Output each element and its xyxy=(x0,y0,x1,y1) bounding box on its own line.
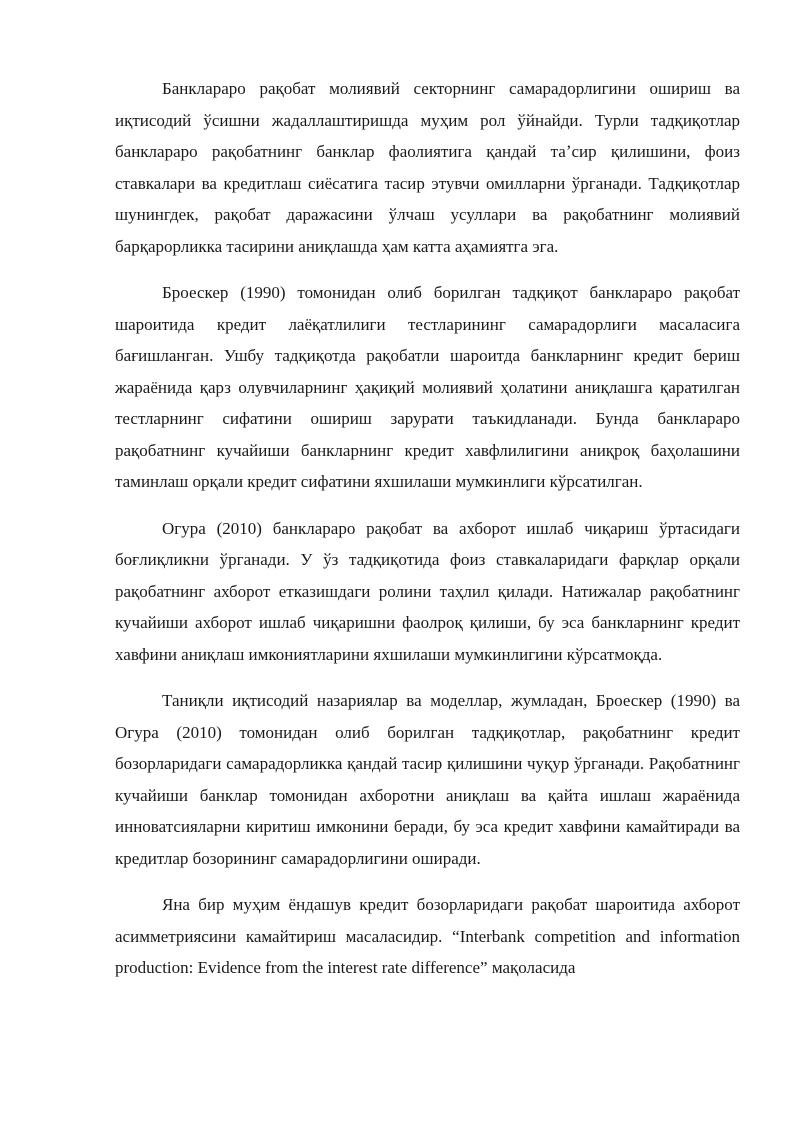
paragraph-interbank-competition-role: Банклараро рақобат молиявий секторнинг самарадорлигини ошириш ва иқтисодий ўсишни жадаллаштиришда муҳим рол ўйнайди. Турли тадқиқотлар банклараро рақобатнинг банклар фаолиятига қандай таʼсир қилишини, фоиз ставкалари ва кредитлаш сиёсатига тасир этувчи омилларни ўрганади. Тадқиқотлар шунингдек, рақобат даражасини ўлчаш усуллари ва рақобатнинг молиявий барқарорликка тасирини аниқлашда ҳам катта аҳамиятга эга. xyxy=(115,79,740,256)
paragraph-economic-theories: Таниқли иқтисодий назариялар ва моделлар, жумладан, Броескер (1990) ва Огура (2010) томонидан олиб борилган тадқиқотлар, рақобатнинг кредит бозорларидаги самарадорликка қандай тасир қилишини чуқур ўрганади. Рақобатнинг кучайиши банклар томонидан ахборотни аниқлаш ва қайта ишлаш жараёнида инноватсияларни киритиш имконини беради, бу эса кредит хавфини камайтиради ва кредитлар бозорининг самарадорлигини оширади. xyxy=(115,691,740,868)
paragraph-broecker-1990: Броескер (1990) томонидан олиб борилган тадқиқот банклараро рақобат шароитида кредит лаёқатлилиги тестларининг самарадорлиги масаласига бағишланган. Ушбу тадқиқотда рақобатли шароитда банкларнинг кредит бериш жараёнида қарз олувчиларнинг ҳақиқий молиявий ҳолатини аниқлашга қаратилган тестларнинг сифатини ошириш зарурати таъкидланади. Бунда банклараро рақобатнинг кучайиши банкларнинг кредит хавфлилигини аниқроқ баҳолашини таминлаш орқали кредит сифатини яхшилаши мумкинлиги кўрсатилган. xyxy=(115,283,740,491)
paragraph-information-asymmetry: Яна бир муҳим ёндашув кредит бозорларидаги рақобат шароитида ахборот асимметриясини камайтириш масаласидир. “Interbank competition and information production: Evidence from the interest rate difference” мақоласида xyxy=(115,895,740,977)
paragraph-ogura-2010: Огура (2010) банклараро рақобат ва ахборот ишлаб чиқариш ўртасидаги боғлиқликни ўрганади. У ўз тадқиқотида фоиз ставкаларидаги фарқлар орқали рақобатнинг ахборот етказишдаги ролини таҳлил қилади. Натижалар рақобатнинг кучайиши ахборот ишлаб чиқаришни фаолроқ қилиши, бу эса банкларнинг кредит хавфини аниқлаш имкониятларини яхшилаши мумкинлигини кўрсатмоқда. xyxy=(115,518,740,664)
document-page xyxy=(115,73,740,984)
